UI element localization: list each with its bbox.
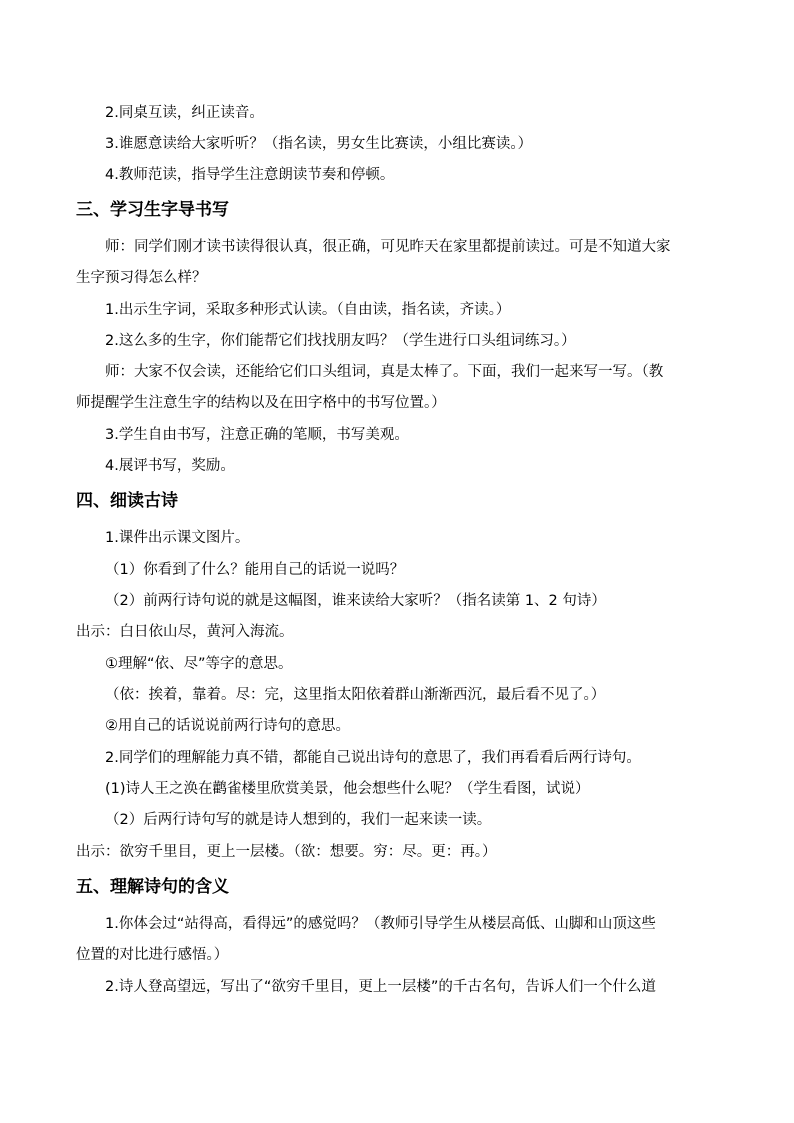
section-heading-3: 三、学习生字导书写 [76,200,229,220]
paragraph-line: 生字预习得怎么样？ [76,270,207,286]
list-item: 3.学生自由书写，注意正确的笔顺，书写美观。 [105,427,409,443]
list-item: 1.出示生字词，采取多种形式认读。（自由读，指名读，齐读。） [105,302,511,318]
list-item: （2）后两行诗句写的就是诗人想到的，我们一起来读一读。 [105,812,492,828]
list-item: （2）前两行诗句说的就是这幅图，谁来读给大家听？（指名读第 1、2 句诗） [105,593,606,609]
list-item: 3.谁愿意读给大家听听？（指名读，男女生比赛读，小组比赛读。） [105,136,533,152]
list-item: (1)诗人王之涣在鹳雀楼里欣赏美景，他会想些什么呢？（学生看图，试说） [105,781,590,797]
paragraph-line: 师：大家不仅会读，还能给它们口头组词，真是太棒了。下面，我们一起来写一写。（教 [105,364,664,380]
list-item: 2.同学们的理解能力真不错，都能自己说出诗句的意思了，我们再看看后两行诗句。 [105,750,641,766]
list-item: 4.教师范读，指导学生注意朗读节奏和停顿。 [105,167,395,183]
list-item: 2.这么多的生字，你们能帮它们找找朋友吗？（学生进行口头组词练习。） [105,333,576,349]
list-item: ①理解“依、尽”等字的意思。 [105,656,293,672]
list-item: （1）你看到了什么？能用自己的话说一说吗？ [105,562,405,578]
list-item: 2.同桌互读，纠正读音。 [105,105,264,121]
section-heading-4: 四、细读古诗 [76,491,178,511]
list-item: 4.展评书写，奖励。 [105,458,235,474]
paragraph-line: 师提醒学生注意生字的结构以及在田字格中的书写位置。） [76,395,446,411]
paragraph-line: 出示：欲穷千里目，更上一层楼。（欲：想要。穷：尽。更：再。） [76,844,497,860]
list-item: ②用自己的话说说前两行诗句的意思。 [105,718,350,734]
paragraph-line: 位置的对比进行感悟。） [76,947,229,963]
list-item: 1.课件出示课文图片。 [105,530,250,546]
section-heading-5: 五、理解诗句的含义 [76,877,229,897]
paragraph-line: （依：挨着，靠着。尽：完，这里指太阳依着群山渐渐西沉，最后看不见了。） [105,687,606,703]
paragraph-line: 师：同学们刚才读书读得很认真，很正确，可见昨天在家里都提前读过。可是不知道大家 [105,239,671,255]
list-item: 1.你体会过“站得高，看得远”的感觉吗？（教师引导学生从楼层高低、山脚和山顶这些 [105,916,656,932]
paragraph-line: 出示：白日依山尽，黄河入海流。 [76,624,294,640]
list-item: 2.诗人登高望远，写出了“欲穷千里目，更上一层楼”的千古名句，告诉人们一个什么道 [105,979,656,995]
